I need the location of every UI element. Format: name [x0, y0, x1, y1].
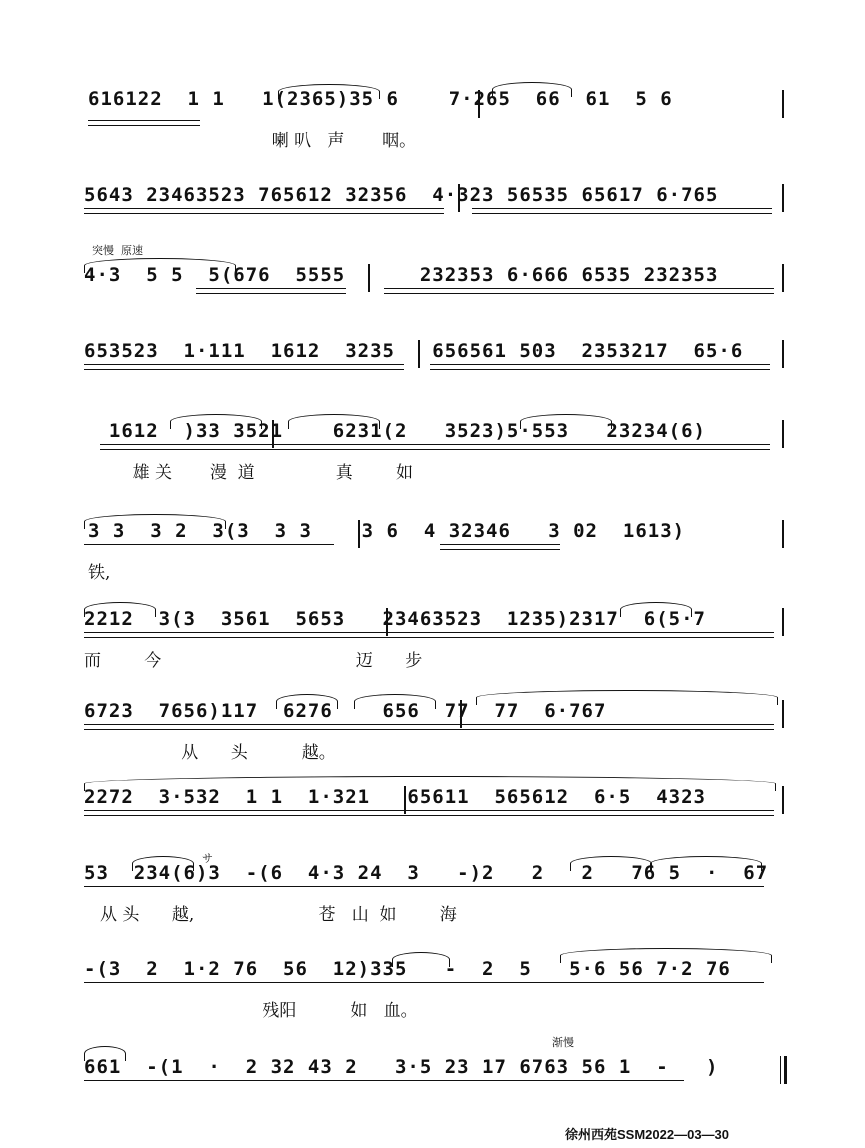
score-line-10 — [0, 852, 865, 954]
notation-line-11: -(3 2 1·2 76 56 12)335 - 2 5 5·6 56 7·2 76 — [84, 958, 731, 980]
lyric-line-6: 铁, — [88, 563, 111, 583]
notation-line-9: 2272 3·532 1 1 1·321 65611 565612 6·5 4323 — [84, 786, 706, 808]
notation-line-6: 3 3 3 2 3(3 3 3 3 6 4 32346 3 02 1613) — [88, 520, 686, 542]
notation-line-12: 661 -(1 · 2 32 43 2 3·5 23 17 6763 56 1 - ) — [84, 1056, 719, 1078]
score-line-1 — [0, 88, 865, 180]
lyric-line-11: 残阳 如 血。 — [84, 1001, 418, 1021]
notation-line-7: 2212 3(3 3561 5653 23463523 1235)2317 6(5·7 — [84, 608, 706, 630]
score-line-11 — [0, 958, 865, 1050]
score-line-7 — [0, 608, 865, 700]
lyric-line-7: 而 今 迈 步 — [84, 651, 423, 671]
notation-line-1: 616122 1 1 1(2365)35 6 7·265 66 61 5 6 — [88, 88, 673, 110]
score-line-4 — [0, 340, 865, 432]
tempo-mark-slowing: 渐慢 — [552, 1036, 574, 1049]
notation-line-2: 5643 23463523 765612 32356 4·323 56535 65617 6·765 — [84, 184, 719, 206]
notation-line-3: 4·3 5 5 5(676 5555 232353 6·666 6535 232353 — [84, 264, 719, 286]
lyric-line-1: 喇 叭 声 咽。 — [88, 131, 417, 151]
lyric-line-10: 从 头 越, 苍 山 如 海 — [100, 905, 457, 925]
score-line-5 — [0, 420, 865, 512]
lyric-line-8: 从 头 越。 — [84, 743, 336, 763]
tempo-marks: 突慢 原速 — [92, 244, 143, 257]
notation-line-4: 653523 1·111 1612 3235 656561 503 2353217 65·6 — [84, 340, 744, 362]
footer-signature: 徐州西苑SSM2022—03—30 — [565, 1127, 730, 1142]
notation-line-8: 6723 7656)117 6276 656 77 77 6·767 — [84, 700, 607, 722]
lyric-line-5: 雄 关 漫 道 真 如 — [84, 463, 413, 483]
score-line-12 — [0, 1036, 865, 1148]
fermata-mark: サ — [202, 852, 213, 865]
notation-line-5: 1612 )33 3521 6231(2 3523)5·553 23234(6) — [84, 420, 706, 442]
score-line-6 — [0, 520, 865, 612]
notation-line-10: 53 234(6)3 -(6 4·3 24 3 -)2 2 2 76 5 · 67 — [84, 862, 769, 884]
